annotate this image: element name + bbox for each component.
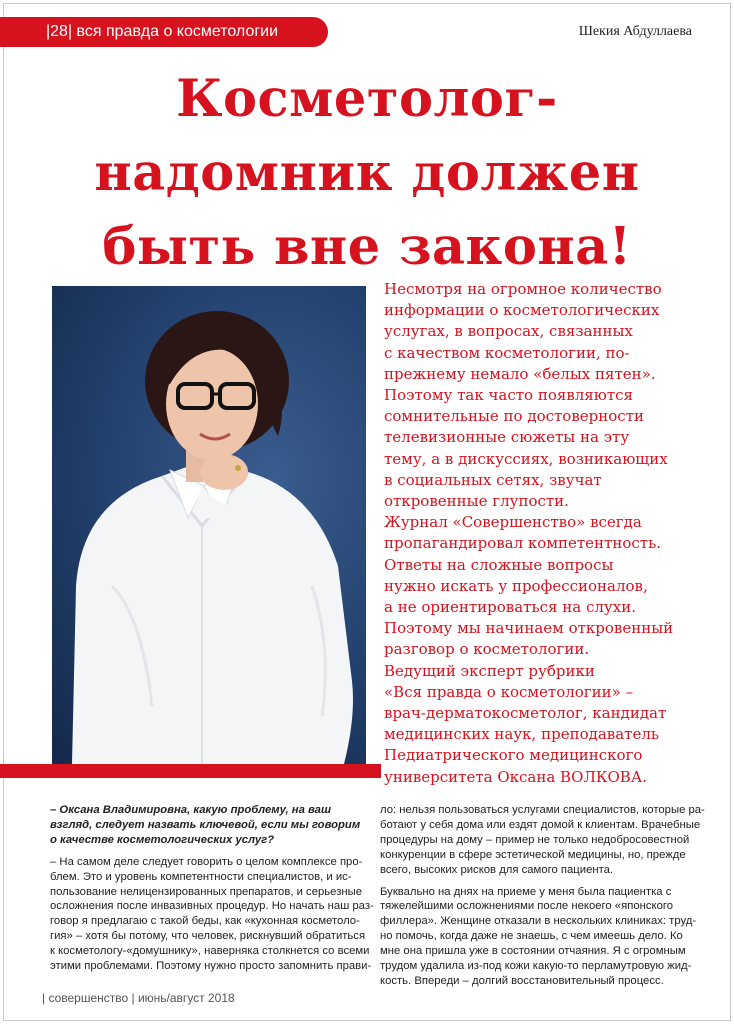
lead-line: нужно искать у профессионалов, bbox=[384, 576, 648, 595]
lead-line: в социальных сетях, звучат bbox=[384, 470, 602, 489]
paragraph-line: мне она пришла уже в состоянии отчаяния. Я с огромным bbox=[380, 945, 686, 958]
page-footer: | совершенство | июнь/август 2018 bbox=[42, 991, 235, 1005]
paragraph-line: но помочь, когда даже не знаешь, с чем имеешь дело. Ко bbox=[380, 930, 683, 943]
paragraph-line: филлера». Женщине отказали в нескольких клиниках: труд- bbox=[380, 915, 697, 928]
article-column-right bbox=[380, 803, 705, 989]
lead-line: «Вся правда о косметологии» – bbox=[384, 682, 634, 701]
lead-line: прежнему немало «белых пятен». bbox=[384, 364, 656, 383]
lead-line: сомнительные по достоверности bbox=[384, 407, 644, 426]
paragraph-line: тяжелейшими осложнениями после некоего «японского bbox=[380, 900, 674, 913]
accent-bar bbox=[0, 764, 381, 778]
paragraph-line: кость. Впереди – долгий восстановительный процесс. bbox=[380, 974, 664, 987]
question-line: взгляд, следует назвать ключевой, если мы говорим bbox=[50, 818, 361, 831]
answer-line: гия» – хотя бы потому, что человек, рискнувший обратиться bbox=[50, 930, 366, 943]
section-tag: |28| вся правда о косметологии bbox=[0, 17, 328, 47]
portrait-illustration bbox=[52, 286, 366, 764]
paragraph-line: всего, высоких рисков для самого пациента. bbox=[380, 863, 614, 876]
lead-line: врач-дерматокосметолог, кандидат bbox=[384, 704, 667, 723]
answer-line: говор я предлагаю с такой беды, как «кухонная косметоло- bbox=[50, 915, 360, 928]
lead-line: откровенные глупости. bbox=[384, 492, 569, 511]
question-line: о качестве косметологических услуг? bbox=[50, 833, 275, 846]
title-line: быть вне закона! bbox=[102, 217, 632, 277]
portrait-photo bbox=[52, 286, 366, 764]
lead-line: Несмотря на огромное количество bbox=[384, 280, 662, 298]
interview-question bbox=[50, 803, 372, 848]
lead-line: телевизионные сюжеты на эту bbox=[384, 428, 630, 447]
title-line: надомник должен bbox=[94, 143, 640, 203]
answer-line: этими проблемами. Поэтому нужно просто запомнить прави- bbox=[50, 960, 372, 973]
paragraph-line: конкуренции в сфере эстетической медицины, но, прежде bbox=[380, 848, 686, 861]
lead-line: Поэтому так часто появляются bbox=[384, 386, 633, 405]
paragraph-line: Буквально на днях на приеме у меня была пациентка с bbox=[380, 885, 672, 898]
title-line: Косметолог- bbox=[176, 69, 558, 129]
paragraph bbox=[380, 885, 702, 989]
paragraph bbox=[380, 803, 705, 878]
paragraph-line: трудом удалила из-под кожи какую-то перламутровую жид- bbox=[380, 960, 692, 973]
interview-answer bbox=[50, 855, 372, 974]
lead-line: Ведущий эксперт рубрики bbox=[384, 661, 595, 680]
article-column-left bbox=[50, 803, 372, 974]
paragraph-line: ботают у себя дома или ездят домой к клиентам. Врачебные bbox=[380, 818, 701, 831]
lead-line: Педиатрического медицинского bbox=[384, 746, 643, 765]
lead-line: а не ориентироваться на слухи. bbox=[384, 598, 636, 617]
question-line: – Оксана Владимировна, какую проблему, на ваш bbox=[50, 804, 332, 816]
paragraph-line: ло: нельзя пользоваться услугами специалистов, которые ра- bbox=[380, 804, 705, 816]
answer-line: блем. Это и уровень компетентности специалистов, и ис- bbox=[50, 870, 352, 883]
answer-line: к косметологу-«домушнику», наверняка столкнется со всеми bbox=[50, 945, 370, 958]
lead-line: медицинских наук, преподаватель bbox=[384, 725, 660, 744]
lead-line: пропагандировал компетентность. bbox=[384, 534, 662, 553]
lead-line: услугах, в вопросах, связанных bbox=[384, 322, 633, 341]
article-title bbox=[40, 62, 694, 284]
lead-line: Поэтому мы начинаем откровенный bbox=[384, 619, 674, 638]
lead-line: тему, а в дискуссиях, возникающих bbox=[384, 449, 668, 468]
lead-line: университета Оксана ВОЛКОВА. bbox=[384, 767, 647, 786]
answer-line: – На самом деле следует говорить о целом комплексе про- bbox=[50, 855, 363, 868]
lead-line: Ответы на сложные вопросы bbox=[384, 555, 614, 574]
answer-line: пользование нелицензированных препаратов, и серьезные bbox=[50, 885, 363, 898]
paragraph-line: процедуры на дому – пример не только недобросовестной bbox=[380, 833, 690, 846]
lead-line: с качеством косметологии, по- bbox=[384, 343, 630, 362]
lead-line: разговор о косметологии. bbox=[384, 640, 590, 659]
author-name: Шекия Абдуллаева bbox=[578, 24, 692, 39]
lead-paragraph bbox=[384, 279, 714, 788]
lead-line: информации о косметологических bbox=[384, 301, 660, 320]
answer-line: осложнения после инвазивных процедур. Но начать наш раз- bbox=[50, 900, 374, 913]
lead-line: Журнал «Совершенство» всегда bbox=[384, 513, 642, 532]
